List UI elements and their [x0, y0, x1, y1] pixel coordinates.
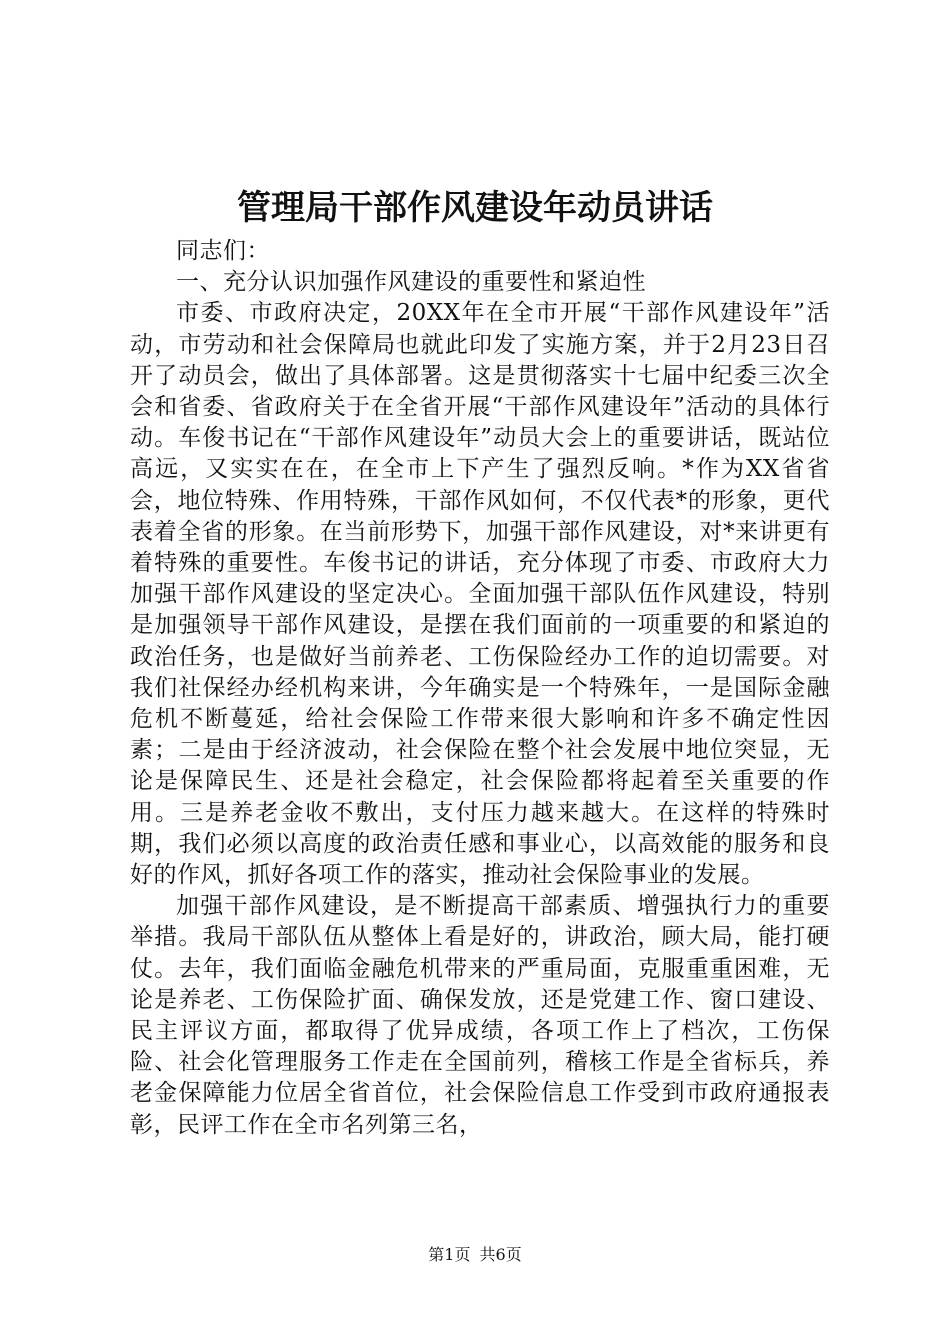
page-total: 共6页: [479, 1245, 522, 1264]
document-body: [130, 236, 830, 1141]
paragraph: 市委、市政府决定，20XX年在全市开展“干部作风建设年”活动，市劳动和社会保障局也就此印发了实施方案，并于2月23日召开了动员会，做出了具体部署。这是贯彻落实十七届中纪委三次全会和省委、省政府关于在全省开展“干部作风建设年”活动的具体行动。车俊书记在“干部作风建设年”动员大会上的重要讲话，既站位高远，又实实在在，在全市上下产生了强烈反响。*作为XX省省会，地位特殊、作用特殊，干部作风如何，不仅代表*的形象，更代表着全省的形象。在当前形势下，加强干部作风建设，对*来讲更有着特殊的重要性。车俊书记的讲话，充分体现了市委、市政府大力加强干部作风建设的坚定决心。全面加强干部队伍作风建设，特别是加强领导干部作风建设，是摆在我们面前的一项重要的和紧迫的政治任务，也是做好当前养老、工伤保险经办工作的迫切需要。对我们社保经办经机构来讲，今年确实是一个特殊年，一是国际金融危机不断蔓延，给社会保险工作带来很大影响和许多不确定性因素；二是由于经济波动，社会保险在整个社会发展中地位突显，无论是保障民生、还是社会稳定，社会保险都将起着至关重要的作用。三是养老金收不敷出，支付压力越来越大。在这样的特殊时期，我们必须以高度的政治责任感和事业心，以高效能的服务和良好的作风，抓好各项工作的落实，推动社会保险事业的发展。: [130, 300, 830, 889]
greeting: 同志们：: [176, 238, 270, 264]
section-heading: 一、充分认识加强作风建设的重要性和紧迫性: [176, 269, 646, 296]
page-footer: [0, 1245, 950, 1265]
page-number: 第1页: [428, 1245, 471, 1264]
paragraph: 加强干部作风建设，是不断提高干部素质、增强执行力的重要举措。我局干部队伍从整体上看是好的，讲政治，顾大局，能打硬仗。去年，我们面临金融危机带来的严重局面，克服重重困难，无论是养老、工伤保险扩面、确保发放，还是党建工作、窗口建设、民主评议方面，都取得了优异成绩，各项工作上了档次，工伤保险、社会化管理服务工作走在全国前列，稽核工作是全省标兵，养老金保障能力位居全省首位，社会保险信息工作受到市政府通报表彰，民评工作在全市名列第三名，: [130, 893, 830, 1138]
document-title: 管理局干部作风建设年动员讲话: [237, 188, 713, 228]
